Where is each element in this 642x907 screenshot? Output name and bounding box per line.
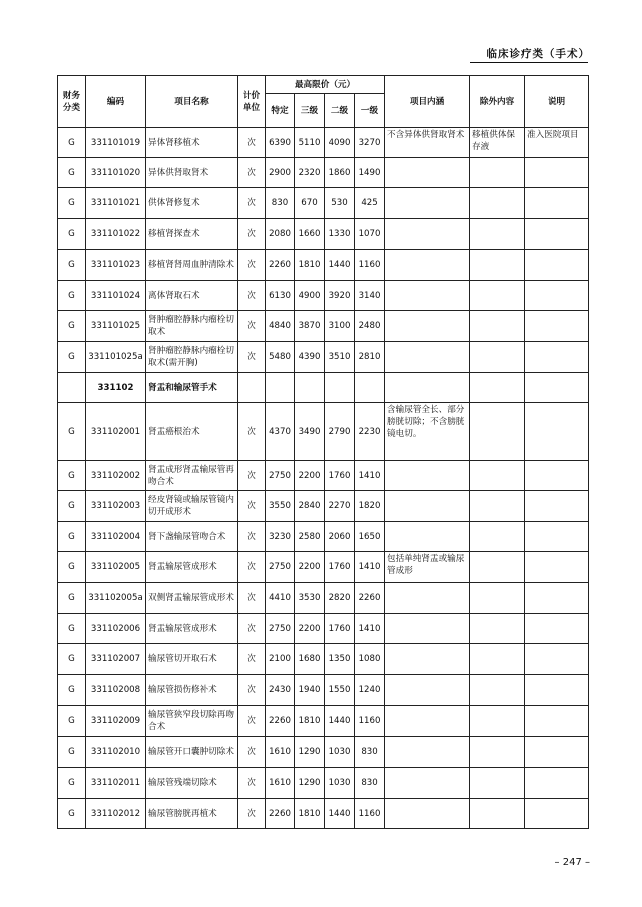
name-cell: 肾肿瘤腔静脉内瘤栓切取术	[146, 311, 238, 342]
unit-cell: 次	[238, 219, 266, 250]
price-level1-cell: 830	[355, 768, 385, 799]
name-cell: 移植肾肾周血肿清除术	[146, 250, 238, 281]
price-special-cell: 1610	[266, 768, 295, 799]
code-cell: 331102009	[86, 706, 146, 737]
unit-cell: 次	[238, 737, 266, 768]
excluded-cell	[470, 219, 525, 250]
table-row	[58, 675, 589, 706]
price-level1-cell: 830	[355, 737, 385, 768]
excluded-cell	[470, 491, 525, 522]
code-cell: 331102005a	[86, 583, 146, 614]
note-cell	[525, 250, 589, 281]
excluded-cell	[470, 644, 525, 675]
category-cell: G	[58, 522, 86, 552]
price-special-cell: 830	[266, 188, 295, 219]
content-cell: 不含异体供肾取肾术	[385, 128, 470, 158]
note-cell	[525, 706, 589, 737]
code-cell: 331101019	[86, 128, 146, 158]
note-cell	[525, 461, 589, 491]
price-level3-cell: 1940	[295, 675, 325, 706]
header-excluded: 除外内容	[470, 76, 525, 128]
page-header: 临床诊疗类（手术）	[486, 48, 590, 60]
note-cell	[525, 583, 589, 614]
excluded-cell	[470, 403, 525, 461]
code-cell: 331102005	[86, 552, 146, 583]
name-cell: 输尿管膀胱再植术	[146, 799, 238, 829]
price-level1-cell: 1820	[355, 491, 385, 522]
price-level3-cell: 1810	[295, 706, 325, 737]
category-cell: G	[58, 583, 86, 614]
header-code: 编码	[86, 76, 146, 128]
content-cell	[385, 158, 470, 188]
excluded-cell	[470, 614, 525, 644]
category-cell: G	[58, 552, 86, 583]
name-cell: 输尿管狭窄段切除再吻合术	[146, 706, 238, 737]
name-cell: 双侧肾盂输尿管成形术	[146, 583, 238, 614]
price-level2-cell: 1860	[325, 158, 355, 188]
excluded-cell	[470, 342, 525, 373]
price-special-cell: 2080	[266, 219, 295, 250]
price-level3-cell: 2200	[295, 461, 325, 491]
note-cell	[525, 552, 589, 583]
category-cell: G	[58, 644, 86, 675]
price-level2-cell: 1440	[325, 706, 355, 737]
note-cell	[525, 219, 589, 250]
header-category: 财务 分类	[58, 76, 86, 128]
unit-cell: 次	[238, 614, 266, 644]
price-special-cell: 1610	[266, 737, 295, 768]
price-level1-cell: 1490	[355, 158, 385, 188]
name-cell: 肾肿瘤腔静脉内瘤栓切取术(需开胸)	[146, 342, 238, 373]
price-level1-cell: 1160	[355, 799, 385, 829]
price-special-cell: 6130	[266, 281, 295, 311]
price-level1-cell: 1070	[355, 219, 385, 250]
note-cell	[525, 768, 589, 799]
content-cell	[385, 491, 470, 522]
code-cell: 331102012	[86, 799, 146, 829]
price-special-cell: 5480	[266, 342, 295, 373]
table-row	[58, 552, 589, 583]
name-cell: 供体肾修复术	[146, 188, 238, 219]
unit-cell: 次	[238, 281, 266, 311]
header-unit: 计价 单位	[238, 76, 266, 128]
price-level1-cell: 1410	[355, 552, 385, 583]
price-level2-cell: 3920	[325, 281, 355, 311]
price-level2-cell: 1550	[325, 675, 355, 706]
unit-cell: 次	[238, 799, 266, 829]
excluded-cell	[470, 158, 525, 188]
price-level2-cell: 1030	[325, 768, 355, 799]
code-cell: 331101023	[86, 250, 146, 281]
code-cell: 331102007	[86, 644, 146, 675]
price-level3-cell: 4900	[295, 281, 325, 311]
price-level3-cell: 1810	[295, 799, 325, 829]
excluded-cell	[470, 706, 525, 737]
table-row	[58, 219, 589, 250]
unit-cell: 次	[238, 158, 266, 188]
table-row	[58, 373, 589, 403]
unit-cell: 次	[238, 768, 266, 799]
excluded-cell	[470, 188, 525, 219]
category-cell: G	[58, 188, 86, 219]
header-content: 项目内涵	[385, 76, 470, 128]
price-level2-cell: 1760	[325, 461, 355, 491]
price-level3-cell: 2200	[295, 552, 325, 583]
price-level1-cell: 425	[355, 188, 385, 219]
header-level3: 三级	[295, 94, 325, 128]
price-special-cell: 2900	[266, 158, 295, 188]
name-cell: 肾下盏输尿管吻合术	[146, 522, 238, 552]
note-cell	[525, 342, 589, 373]
category-cell: G	[58, 614, 86, 644]
code-cell: 331102001	[86, 403, 146, 461]
table-row	[58, 644, 589, 675]
price-level3-cell: 1680	[295, 644, 325, 675]
table-row	[58, 188, 589, 219]
category-cell: G	[58, 342, 86, 373]
code-cell: 331102004	[86, 522, 146, 552]
price-level2-cell	[325, 373, 355, 403]
unit-cell: 次	[238, 644, 266, 675]
price-level3-cell: 1810	[295, 250, 325, 281]
price-level1-cell: 1080	[355, 644, 385, 675]
note-cell	[525, 158, 589, 188]
excluded-cell	[470, 311, 525, 342]
price-level3-cell: 3490	[295, 403, 325, 461]
price-level3-cell: 2580	[295, 522, 325, 552]
name-cell: 肾盂成形肾盂输尿管再吻合术	[146, 461, 238, 491]
price-level3-cell: 1290	[295, 737, 325, 768]
content-cell	[385, 250, 470, 281]
note-cell	[525, 737, 589, 768]
table-row	[58, 799, 589, 829]
code-cell: 331101024	[86, 281, 146, 311]
content-cell	[385, 311, 470, 342]
category-cell: G	[58, 281, 86, 311]
category-cell	[58, 373, 86, 403]
price-level2-cell: 3100	[325, 311, 355, 342]
category-cell: G	[58, 675, 86, 706]
price-level1-cell: 2810	[355, 342, 385, 373]
header-special: 特定	[266, 94, 295, 128]
price-special-cell: 2750	[266, 552, 295, 583]
unit-cell: 次	[238, 311, 266, 342]
price-special-cell: 2750	[266, 614, 295, 644]
content-cell	[385, 799, 470, 829]
content-cell	[385, 219, 470, 250]
header-name: 项目名称	[146, 76, 238, 128]
excluded-cell	[470, 461, 525, 491]
category-cell: G	[58, 491, 86, 522]
content-cell	[385, 583, 470, 614]
content-cell	[385, 373, 470, 403]
price-level2-cell: 1030	[325, 737, 355, 768]
price-level2-cell: 2820	[325, 583, 355, 614]
price-level2-cell: 1760	[325, 552, 355, 583]
code-cell: 331102002	[86, 461, 146, 491]
note-cell	[525, 373, 589, 403]
price-level3-cell: 3530	[295, 583, 325, 614]
note-cell	[525, 799, 589, 829]
excluded-cell	[470, 552, 525, 583]
price-level1-cell: 3140	[355, 281, 385, 311]
price-level3-cell: 2320	[295, 158, 325, 188]
price-special-cell: 2260	[266, 706, 295, 737]
table-row	[58, 614, 589, 644]
excluded-cell	[470, 737, 525, 768]
price-level3-cell: 1290	[295, 768, 325, 799]
table-row	[58, 281, 589, 311]
price-level1-cell: 1410	[355, 614, 385, 644]
content-cell	[385, 522, 470, 552]
note-cell	[525, 311, 589, 342]
price-level3-cell: 1660	[295, 219, 325, 250]
price-level1-cell: 3270	[355, 128, 385, 158]
name-cell: 经皮肾镜或输尿管镜内切开成形术	[146, 491, 238, 522]
content-cell	[385, 188, 470, 219]
price-special-cell	[266, 373, 295, 403]
price-level3-cell: 670	[295, 188, 325, 219]
category-cell: G	[58, 799, 86, 829]
category-cell: G	[58, 768, 86, 799]
header-level2: 二级	[325, 94, 355, 128]
header-level1: 一级	[355, 94, 385, 128]
category-cell: G	[58, 461, 86, 491]
category-cell: G	[58, 250, 86, 281]
price-level1-cell: 1160	[355, 250, 385, 281]
table-row	[58, 737, 589, 768]
name-cell: 离体肾取石术	[146, 281, 238, 311]
name-cell: 输尿管切开取石术	[146, 644, 238, 675]
price-special-cell: 2430	[266, 675, 295, 706]
name-cell: 输尿管开口囊肿切除术	[146, 737, 238, 768]
price-level1-cell: 1650	[355, 522, 385, 552]
content-cell	[385, 737, 470, 768]
name-cell: 移植肾探查术	[146, 219, 238, 250]
table-row	[58, 158, 589, 188]
price-level1-cell: 1240	[355, 675, 385, 706]
price-level2-cell: 1330	[325, 219, 355, 250]
price-level2-cell: 530	[325, 188, 355, 219]
excluded-cell	[470, 373, 525, 403]
unit-cell: 次	[238, 342, 266, 373]
note-cell	[525, 675, 589, 706]
page-number: – 247 –	[554, 857, 590, 868]
price-special-cell: 2260	[266, 799, 295, 829]
unit-cell: 次	[238, 250, 266, 281]
price-level1-cell	[355, 373, 385, 403]
note-cell	[525, 281, 589, 311]
content-cell	[385, 706, 470, 737]
excluded-cell	[470, 250, 525, 281]
excluded-cell	[470, 799, 525, 829]
unit-cell: 次	[238, 403, 266, 461]
excluded-cell	[470, 583, 525, 614]
price-special-cell: 3230	[266, 522, 295, 552]
category-cell: G	[58, 737, 86, 768]
content-cell	[385, 461, 470, 491]
unit-cell: 次	[238, 552, 266, 583]
price-special-cell: 4840	[266, 311, 295, 342]
note-cell	[525, 644, 589, 675]
unit-cell	[238, 373, 266, 403]
code-cell: 331102003	[86, 491, 146, 522]
unit-cell: 次	[238, 675, 266, 706]
price-level2-cell: 1440	[325, 799, 355, 829]
code-cell: 331101020	[86, 158, 146, 188]
price-level2-cell: 2270	[325, 491, 355, 522]
code-cell: 331101022	[86, 219, 146, 250]
header-note: 说明	[525, 76, 589, 128]
table-body	[58, 128, 589, 829]
name-cell: 异体肾移植术	[146, 128, 238, 158]
note-cell	[525, 491, 589, 522]
unit-cell: 次	[238, 522, 266, 552]
price-level1-cell: 1410	[355, 461, 385, 491]
excluded-cell	[470, 281, 525, 311]
content-cell	[385, 281, 470, 311]
name-cell: 肾盂癌根治术	[146, 403, 238, 461]
table-row	[58, 706, 589, 737]
price-special-cell: 6390	[266, 128, 295, 158]
table-row	[58, 461, 589, 491]
name-cell: 异体供肾取肾术	[146, 158, 238, 188]
content-cell	[385, 342, 470, 373]
unit-cell: 次	[238, 128, 266, 158]
name-cell: 输尿管残端切除术	[146, 768, 238, 799]
unit-cell: 次	[238, 706, 266, 737]
table-row	[58, 583, 589, 614]
excluded-cell	[470, 768, 525, 799]
header-max-price: 最高限价（元）	[266, 76, 385, 94]
price-level3-cell	[295, 373, 325, 403]
content-cell	[385, 768, 470, 799]
price-level2-cell: 1350	[325, 644, 355, 675]
content-cell	[385, 675, 470, 706]
table-row	[58, 403, 589, 461]
code-cell: 331102011	[86, 768, 146, 799]
content-cell: 包括单纯肾盂或输尿管成形	[385, 552, 470, 583]
name-cell: 肾盂输尿管成形术	[146, 552, 238, 583]
price-level2-cell: 3510	[325, 342, 355, 373]
category-cell: G	[58, 311, 86, 342]
table-row	[58, 522, 589, 552]
table-row	[58, 342, 589, 373]
price-special-cell: 2750	[266, 461, 295, 491]
excluded-cell	[470, 522, 525, 552]
note-cell	[525, 188, 589, 219]
category-cell: G	[58, 403, 86, 461]
table-row	[58, 311, 589, 342]
code-cell: 331102006	[86, 614, 146, 644]
table-row	[58, 491, 589, 522]
price-level1-cell: 2260	[355, 583, 385, 614]
name-cell: 肾盂输尿管成形术	[146, 614, 238, 644]
price-level3-cell: 3870	[295, 311, 325, 342]
table-row	[58, 250, 589, 281]
price-special-cell: 3550	[266, 491, 295, 522]
price-level1-cell: 2230	[355, 403, 385, 461]
price-special-cell: 4410	[266, 583, 295, 614]
content-cell: 含输尿管全长、部分膀胱切除；不含膀胱镜电切。	[385, 403, 470, 461]
note-cell	[525, 614, 589, 644]
content-cell	[385, 614, 470, 644]
price-special-cell: 4370	[266, 403, 295, 461]
price-level1-cell: 2480	[355, 311, 385, 342]
code-cell: 331101021	[86, 188, 146, 219]
price-level2-cell: 4090	[325, 128, 355, 158]
excluded-cell: 移植供体保存液	[470, 128, 525, 158]
table-row	[58, 128, 589, 158]
unit-cell: 次	[238, 583, 266, 614]
category-cell: G	[58, 158, 86, 188]
excluded-cell	[470, 675, 525, 706]
price-level2-cell: 2060	[325, 522, 355, 552]
name-cell: 输尿管损伤修补术	[146, 675, 238, 706]
unit-cell: 次	[238, 188, 266, 219]
price-level1-cell: 1160	[355, 706, 385, 737]
price-level2-cell: 1760	[325, 614, 355, 644]
code-cell: 331102010	[86, 737, 146, 768]
price-table	[57, 75, 589, 829]
category-cell: G	[58, 219, 86, 250]
code-cell: 331101025a	[86, 342, 146, 373]
price-special-cell: 2260	[266, 250, 295, 281]
price-level2-cell: 2790	[325, 403, 355, 461]
note-cell	[525, 522, 589, 552]
unit-cell: 次	[238, 491, 266, 522]
price-special-cell: 2100	[266, 644, 295, 675]
table-row	[58, 768, 589, 799]
category-cell: G	[58, 706, 86, 737]
code-cell: 331101025	[86, 311, 146, 342]
price-level3-cell: 5110	[295, 128, 325, 158]
price-level2-cell: 1440	[325, 250, 355, 281]
note-cell	[525, 403, 589, 461]
category-cell: G	[58, 128, 86, 158]
price-level3-cell: 2840	[295, 491, 325, 522]
price-level3-cell: 4390	[295, 342, 325, 373]
header-rule	[470, 62, 588, 63]
price-level3-cell: 2200	[295, 614, 325, 644]
code-cell: 331102008	[86, 675, 146, 706]
name-cell: 肾盂和输尿管手术	[146, 373, 238, 403]
code-cell: 331102	[86, 373, 146, 403]
content-cell	[385, 644, 470, 675]
note-cell: 准入医院项目	[525, 128, 589, 158]
unit-cell: 次	[238, 461, 266, 491]
